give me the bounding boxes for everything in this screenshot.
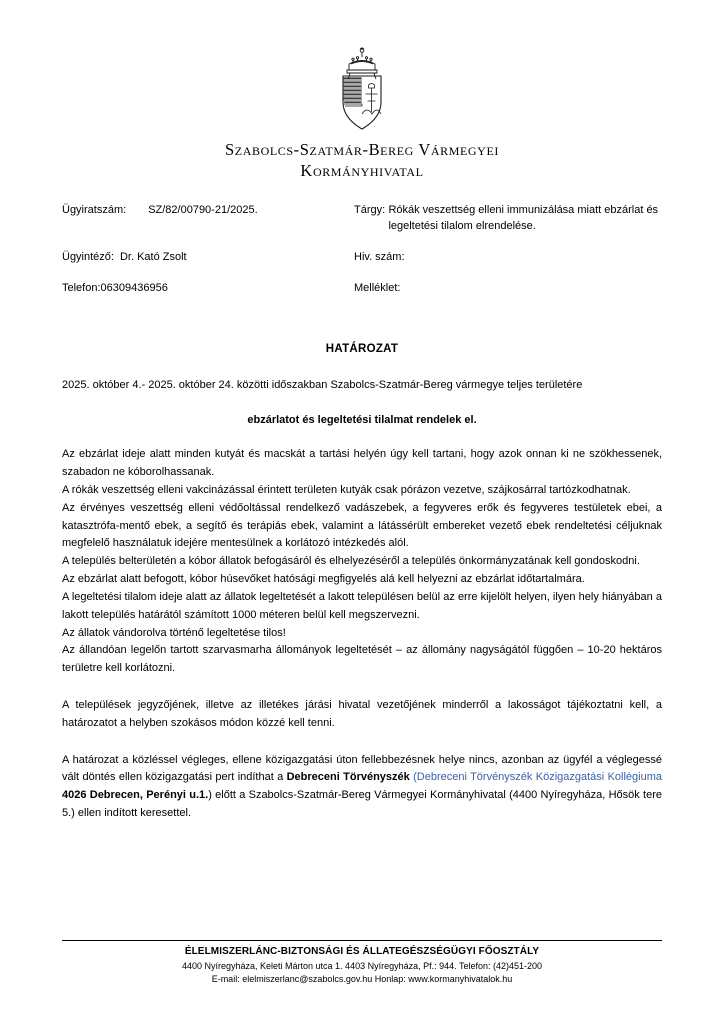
office-name-line2: Kormányhivatal [300, 161, 424, 180]
notice-paragraph: A települések jegyzőjének, illetve az illetékes járási hivatal vezetőjének minderről a lakosságot tájékoztatni kell, a határozatot a helyben szokásos módon közzé kell tenni. [62, 698, 662, 729]
body-paragraph-4: A település belterületén a kóbor állatok befogásáról és elhelyezéséről a település önkormányzatának kell gondoskodni. [62, 555, 640, 568]
remedy-court-address: 4026 Debrecen, Perényi u.1. [62, 789, 209, 802]
meta-block [62, 203, 662, 297]
body-paragraph-5: Az ebzárlat alatt befogott, kóbor húsevőket hatósági megfigyelés alá kell helyezni az ebzárlat időtartalmára. [62, 573, 585, 586]
footer-contact: E-mail: elelmiszerlanc@szabolcs.gov.hu Honlap: www.kormanyhivatalok.hu [211, 973, 513, 984]
remedy-text-part2: ) előtt a Szabolcs-Szatmár-Bereg Vármegyei Kormányhivatal (4400 Nyíregyháza, Hősök tere 5.) ellen indított keresettel. [62, 789, 663, 819]
hungarian-coat-of-arms-icon [329, 44, 395, 134]
remedy-text-part1: A határozat a közléssel végleges, ellene közigazgatási úton fellebbezésnek helye nincs, azonban az ügyfél a véglegessé vált döntés ellen közigazgatási pert indíthat a [62, 753, 662, 784]
document-title: HATÁROZAT [325, 342, 399, 355]
remedy-text-blue: (Debreceni Törvényszék Közigazgatási Kollégiuma [409, 771, 663, 784]
meta-row-officer [62, 250, 662, 266]
intro-paragraph: 2025. október 4.- 2025. október 24. közötti időszakban Szabolcs-Szatmár-Bereg vármegye teljes területére [62, 378, 583, 391]
document-body [62, 377, 662, 823]
case-number-value: SZ/82/00790-21/2025. [148, 204, 258, 216]
phone-value: 06309436956 [100, 281, 168, 294]
case-number-field [62, 203, 354, 235]
officer-label: Ügyintéző: [62, 250, 114, 263]
page-footer [62, 940, 662, 986]
reference-label: Hiv. szám: [354, 250, 405, 263]
body-paragraph-3: Az érvényes veszettség elleni védőoltással rendelkező vadászebek, a fegyveres erők és fegyveres testületek ebei, a katasztrófa-mentő ebek, a segítő és terápiás ebek, valamint a látássérült embereket vezető ebek rendeltetési céljuknak megfelelő használatuk idejére mentesülnek a korlátozó intézkedés alól. [62, 501, 662, 550]
footer-department: ÉLELMISZERLÁNC-BIZTONSÁGI ÉS ÁLLATEGÉSZSÉGÜGYI FŐOSZTÁLY [184, 945, 540, 957]
meta-row-case [62, 203, 662, 235]
phone-field [62, 281, 354, 297]
case-number-label: Ügyiratszám: [62, 204, 127, 216]
body-paragraph-8: Az állandóan legelőn tartott szarvasmarha állományok legeltetését – az állomány nagyságától függően – 10-20 hektáros területre kell korlátozni. [62, 644, 662, 675]
crest-container [62, 44, 662, 136]
body-paragraph-7: Az állatok vándorolva történő legeltetése tilos! [62, 626, 286, 639]
subject-label: Tárgy: [354, 204, 386, 216]
officer-value: Dr. Kató Zsolt [119, 250, 187, 263]
attachment-label: Melléklet: [354, 281, 401, 294]
phone-label: Telefon: [62, 281, 101, 294]
reference-field [354, 250, 662, 266]
subject-field [354, 203, 662, 235]
office-masthead [62, 140, 662, 181]
office-name-line1: Szabolcs-Szatmár-Bereg Vármegyei [225, 140, 499, 159]
remedy-court-name: Debreceni Törvényszék [286, 771, 410, 784]
attachment-field [354, 281, 662, 297]
officer-field [62, 250, 354, 266]
subject-value: Rókák veszettség elleni immunizálása miatt ebzárlat és legeltetési tilalom elrendelése. [388, 204, 659, 232]
decision-statement: ebzárlatot és legeltetési tilalmat rendelek el. [247, 413, 477, 426]
meta-row-phone [62, 281, 662, 297]
body-paragraph-6: A legeltetési tilalom ideje alatt az állatok legeltetését a lakott településen belül az erre kijelölt helyen, ilyen hely hiányában a lakott település határától számított 1000 méteren belül kell megszervezni. [62, 590, 662, 621]
footer-address: 4400 Nyíregyháza, Keleti Márton utca 1. 4403 Nyíregyháza, Pf.: 944. Telefon: (42)451-200 [181, 960, 543, 971]
body-paragraph-1: Az ebzárlat ideje alatt minden kutyát és macskát a tartási helyén úgy kell tartani, hogy azok onnan ki ne szökhessenek, szabadon ne kóborolhassanak. [62, 448, 662, 479]
body-paragraph-2: A rókák veszettség elleni vakcinázással érintett területen kutyák csak pórázon vezetve, szájkosárral tartózkodhatnak. [62, 484, 631, 496]
footer-divider [62, 940, 662, 941]
legal-remedy-paragraph [62, 752, 662, 823]
